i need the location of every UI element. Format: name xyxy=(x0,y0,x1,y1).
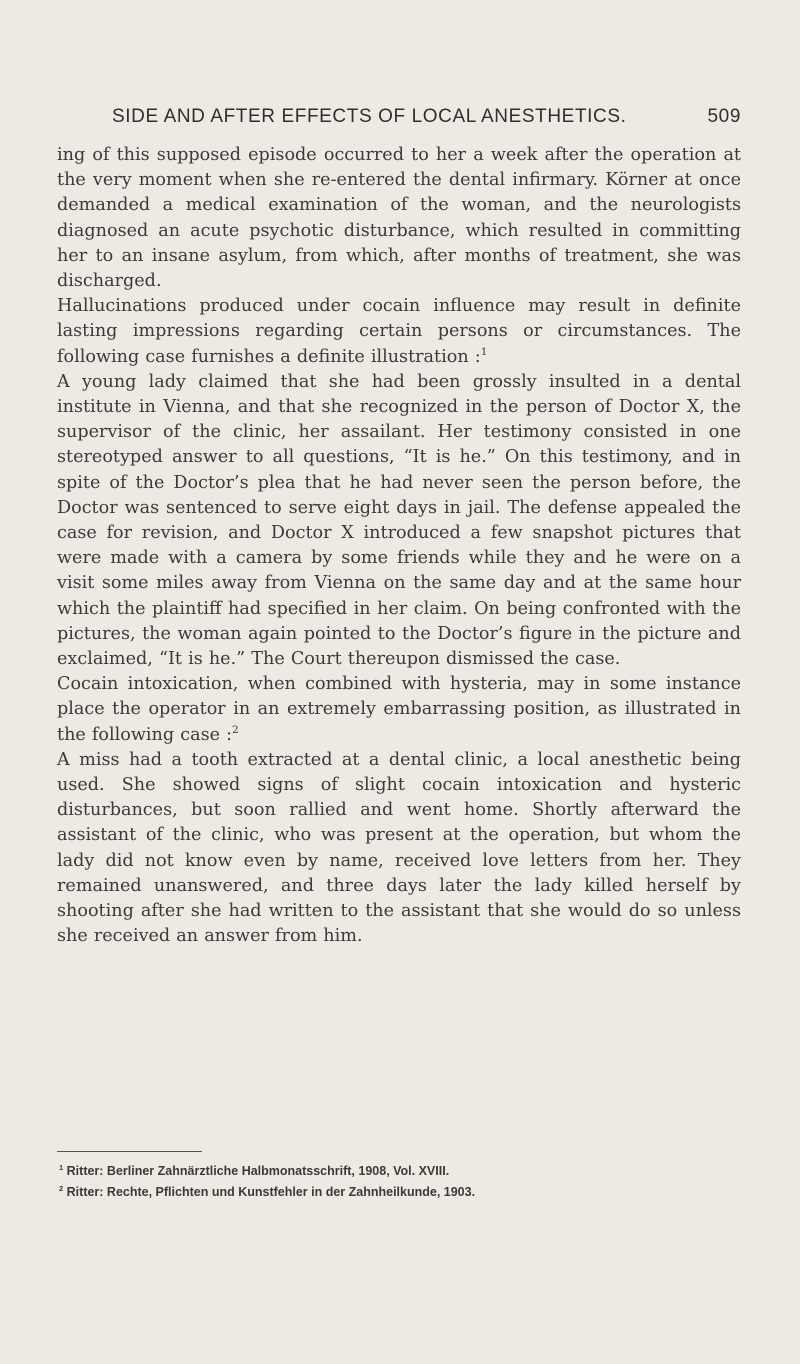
footnote-reference: 2 xyxy=(232,723,239,736)
paragraph-text: Cocain intoxication, when combined with hysteria, may in some instance place the operator in an extremely embarrassing position, as illustrated in the following case : xyxy=(57,674,741,745)
footnote-marker: 1 xyxy=(59,1162,64,1172)
footnote-marker: 2 xyxy=(59,1183,64,1193)
paragraph-text: A young lady claimed that she had been grossly insulted in a dental institute in Vienna, and that she recognized in the person of Doctor X, the supervisor of the clinic, her assailant. Her testimony consisted in one stereotyped answer to all questions, “It is he.” On this testimony, and in spite of the Doctor’s plea that he had never seen the person before, the Doctor was sentenced to serve eight days in jail. The defense appealed the case for revision, and Doctor X introduced a few snapshot pictures that were made with a camera by some friends while they and he were on a visit some miles away from Vienna on the same day and at the same hour which the plaintiff had specified in her claim. On being confronted with the pictures, the woman again pointed to the Doctor’s figure in the picture and exclaimed, “It is he.” The Court thereupon dismissed the case. xyxy=(57,371,741,670)
footnote-text: Ritter: Berliner Zahnärztliche Halbmonatsschrift, 1908, Vol. XVIII. xyxy=(66,1164,450,1178)
paragraph xyxy=(57,370,741,672)
paragraph-text: A miss had a tooth extracted at a dental clinic, a local anesthetic being used. She showed signs of slight cocain intoxication and hysteric disturbances, but soon rallied and went home. Shortly afterward the assistant of the clinic, who was present at the operation, but whom the lady did not know even by name, received love letters from her. They remained unanswered, and three days later the lady killed herself by shooting after she had written to the assistant that she would do so unless she received an answer from him. xyxy=(57,749,741,947)
footnote-divider xyxy=(57,1151,202,1152)
paragraph-text: Hallucinations produced under cocain influence may result in definite lasting impressions regarding certain persons or circumstances. The following case furnishes a definite illustration : xyxy=(57,296,741,367)
footnote xyxy=(57,1182,741,1203)
footnote-reference: 1 xyxy=(480,345,488,358)
paragraph xyxy=(57,294,741,370)
paragraph xyxy=(57,672,741,748)
footnotes xyxy=(57,1161,741,1203)
footnote xyxy=(57,1161,741,1182)
paragraph-text: ing of this supposed episode occurred to her a week after the operation at the very moment when she re-entered the dental infirmary. Körner at once demanded a medical examination of the woman, and the neurologists diagnosed an acute psychotic disturbance, which resulted in committing her to an insane asylum, from which, after months of treatment, she was discharged. xyxy=(57,145,741,292)
page-number: 509 xyxy=(707,106,741,127)
footnote-text: Ritter: Rechte, Pflichten und Kunstfehler in der Zahnheilkunde, 1903. xyxy=(66,1185,476,1199)
paragraph xyxy=(57,143,741,294)
running-head-title: SIDE AND AFTER EFFECTS OF LOCAL ANESTHETICS. xyxy=(112,106,627,127)
body-text xyxy=(57,143,741,950)
paragraph xyxy=(57,748,741,950)
